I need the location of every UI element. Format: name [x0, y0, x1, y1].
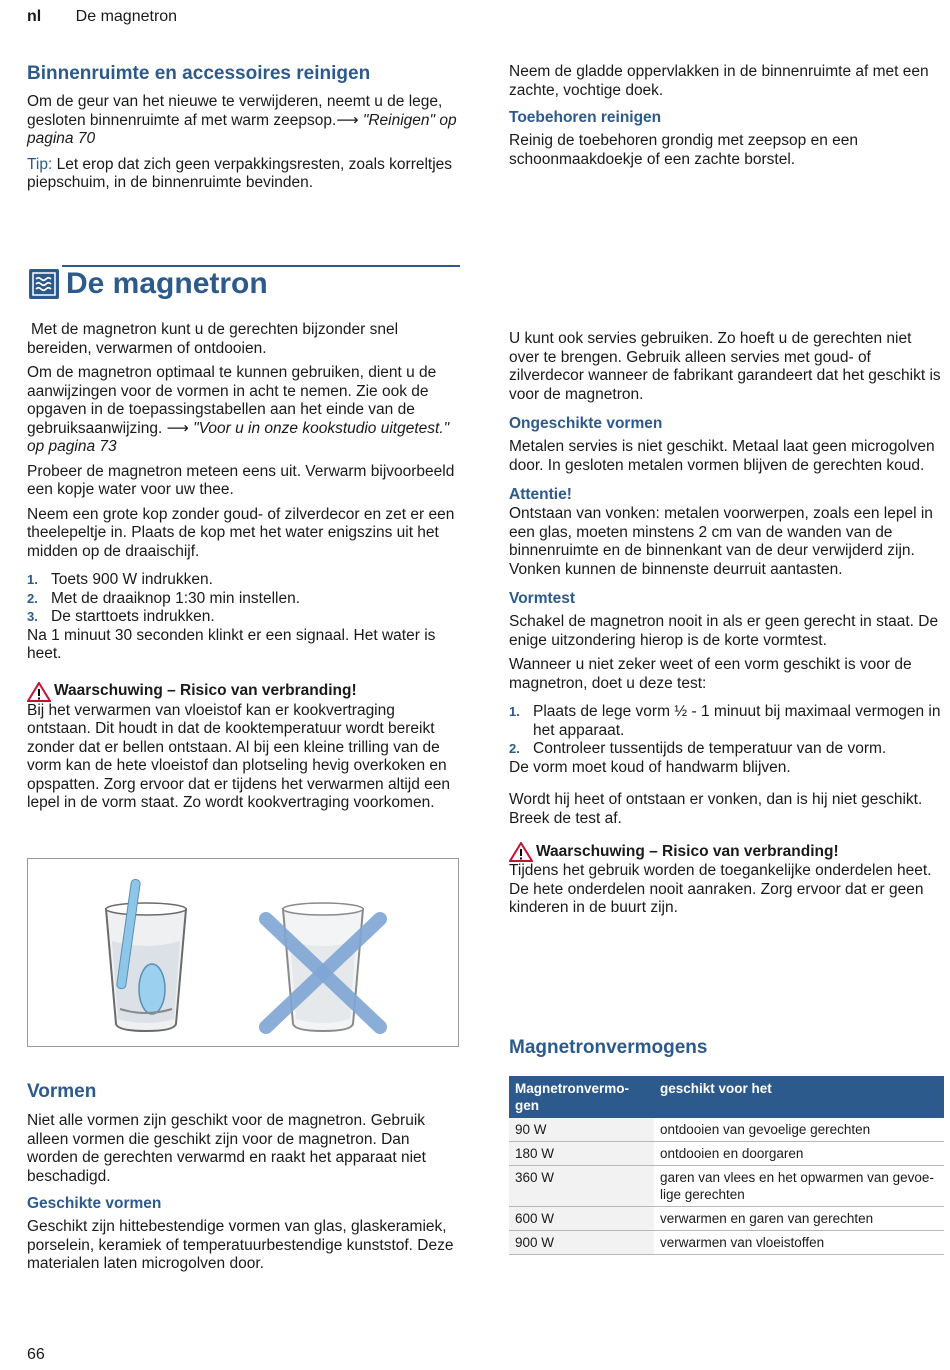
cleaning-section: [27, 62, 459, 193]
after-steps-text: Na 1 minuut 30 seconden klinkt er een signaal. Het water is heet.: [27, 626, 436, 662]
table-header-use: geschikt voor het: [654, 1076, 944, 1118]
glass-crossed-out: [266, 903, 380, 1031]
warning-triangle-icon: [27, 682, 51, 702]
glass-illustration: [27, 858, 459, 1047]
list-item: 3. De starttoets indrukken.: [27, 608, 215, 625]
intro-paragraph-3: Probeer de magnetron meteen eens uit. Verwarm bijvoorbeeld een kopje water voor uw thee.: [27, 462, 455, 498]
cleaning-heading: Binnenruimte en accessoires reinigen: [27, 63, 371, 84]
language-code: nl: [27, 8, 42, 25]
hot-text-line-1: Wordt hij heet of ontstaan er vonken, dan is hij niet geschikt.: [509, 791, 923, 808]
tip-paragraph: [27, 156, 459, 193]
tip-text: Let erop dat zich geen verpakkingsresten, zoals korreltjes piepschuim, in de binnenruimte bevinden.: [27, 155, 453, 191]
magnetron-intro: [27, 321, 459, 813]
table-row: 360 W garen van vlees en het opwarmen van gevoe-lige gerechten: [509, 1166, 944, 1207]
warning-triangle-icon: [509, 842, 533, 862]
header-title: De magnetron: [75, 8, 178, 25]
suitable-forms-text: Geschikt zijn hittebestendige vormen van glas, glaskeramiek, porselein, keramiek of temperatuurbestendige kunststof. Deze materialen laten microgolven door.: [27, 1218, 454, 1272]
forms-paragraph: Niet alle vormen zijn geschikt voor de magnetron. Gebruik alleen vormen die geschikt zijn voor de magnetron. Dan worden de gerechten verwarmd en raakt het apparaat niet beschadigd.: [27, 1112, 426, 1185]
warning-text: Bij het verwarmen van vloeistof kan er kookvertraging ontstaan. Dit houdt in dat de kooktemperatuur wordt bereikt zonder dat er bellen ontstaan. Al bij een kleine trilling van de vorm kan de hete vloeistof dan plotseling hevig overkoken en opspatten. Zorg ervoor dat er tijdens het verwarmen altijd een lepel in de vorm staat. Zo wordt kookvertraging voorkomen.: [27, 701, 451, 811]
unsuitable-forms-heading: Ongeschikte vormen: [509, 415, 663, 432]
glass-with-spoon: [106, 879, 186, 1031]
smooth-surfaces-text: Neem de gladde oppervlakken in de binnenruimte af met een zachte, vochtige doek.: [509, 63, 929, 99]
forms-section: [27, 1080, 459, 1274]
accessories-heading: Toebehoren reinigen: [509, 109, 662, 126]
long-arrow-right-icon: ⟶: [166, 419, 189, 437]
power-table: [509, 1076, 944, 1255]
table-row: 900 W verwarmen van vloeistoffen: [509, 1231, 944, 1255]
suitable-forms-heading: Geschikte vormen: [27, 1195, 162, 1212]
page-header: [27, 8, 177, 27]
form-test-text-2: Wanneer u niet zeker weet of een vorm geschikt is voor de magnetron, doet u deze test:: [509, 656, 912, 692]
steps-list: [27, 571, 459, 627]
page-number: 66: [27, 1346, 45, 1363]
form-test-text-1: Schakel de magnetron nooit in als er geen gerecht in staat. De enige uitzondering hierop is de korte vormtest.: [509, 613, 939, 649]
cleaning-paragraph: Om de geur van het nieuwe te verwijderen, neemt u de lege, gesloten binnenruimte af met warm zeepsop.⟶ "Reinigen" op pagina 70: [27, 93, 457, 147]
servies-text: U kunt ook servies gebruiken. Zo hoeft u de gerechten niet over te brengen. Gebruik alleen servies met goud- of zilverdecor wanneer de fabrikant garandeert dat het geschikt is voor de magnetron.: [509, 330, 941, 403]
tip-label: Tip:: [27, 155, 53, 173]
cleaning-section-right: [509, 63, 939, 169]
list-item: 1. Toets 900 W indrukken.: [27, 571, 213, 588]
power-section: [509, 1036, 944, 1255]
test-steps-list: [509, 703, 941, 759]
accessories-text: Reinig de toebehoren grondig met zeepsop en een schoonmaakdoekje of een zachte borstel.: [509, 132, 859, 168]
warning-text: Tijdens het gebruik worden de toegankelijke onderdelen heet. De hete onderdelen nooit aanraken. Zorg ervoor dat er geen kinderen in de buurt zijn.: [509, 862, 932, 916]
forms-heading: Vormen: [27, 1081, 97, 1102]
table-header-row: [509, 1076, 944, 1118]
long-arrow-right-icon: ⟶: [336, 111, 359, 129]
list-item: 2. Met de draaiknop 1:30 min instellen.: [27, 589, 301, 607]
right-column: [509, 330, 941, 918]
intro-paragraph-2: Om de magnetron optimaal te kunnen gebruiken, dient u de aanwijzingen voor de vormen in acht te nemen. Zie ook de opgaven in de toepassingstabellen aan het einde van de gebruiksaanwijzing. ⟶ "Voor u in onze kookstudio uitgetest." op pagina 73: [27, 364, 450, 455]
table-row: 90 W ontdooien van gevoelige gerechten: [509, 1118, 944, 1142]
warning-heading: Waarschuwing – Risico van verbranding!: [27, 682, 459, 702]
after-test-text: De vorm moet koud of handwarm blijven.: [509, 758, 791, 776]
table-row: 180 W ontdooien en doorgaren: [509, 1142, 944, 1166]
list-item: 2. Controleer tussentijds de temperatuur van de vorm.: [509, 740, 887, 757]
hot-text-line-2: Breek de test af.: [509, 809, 622, 827]
cross-reference-link[interactable]: "Reinigen" op pagina 70: [27, 111, 457, 147]
list-item: 1. Plaats de lege vorm ½ - 1 minuut bij maximaal vermogen in het apparaat.: [509, 703, 941, 739]
microwave-icon: [28, 268, 60, 300]
unsuitable-forms-text: Metalen servies is niet geschikt. Metaal laat geen microgolven door. In gesloten metalen vormen blijven de gerechten koud.: [509, 438, 935, 474]
intro-paragraph-1: Met de magnetron kunt u de gerechten bijzonder snel bereiden, verwarmen of ontdooien.: [27, 321, 399, 357]
attention-heading: Attentie!: [509, 486, 572, 503]
form-test-heading: Vormtest: [509, 590, 576, 607]
intro-paragraph-4: Neem een grote kop zonder goud- of zilverdecor en zet er een theelepeltje in. Plaats de kop met het water enigszins uit het midden op de draaischijf.: [27, 505, 455, 560]
cross-reference-link[interactable]: "Voor u in onze kookstudio uitgetest." op pagina 73: [27, 419, 450, 455]
attention-text: Ontstaan van vonken: metalen voorwerpen, zoals een lepel in een glas, moeten minstens 2 cm van de wanden van de binnenruimte en de binnenkant van de deur verwijderd zijn. Vonken kunnen de binnenste deurruit aantasten.: [509, 505, 933, 578]
warning-heading: Waarschuwing – Risico van verbranding!: [509, 842, 941, 862]
table-header-power: Magnetronvermo-gen: [509, 1076, 654, 1118]
table-row: 600 W verwarmen en garen van gerechten: [509, 1207, 944, 1231]
section-title: De magnetron: [66, 267, 268, 300]
power-heading: Magnetronvermogens: [509, 1037, 708, 1058]
